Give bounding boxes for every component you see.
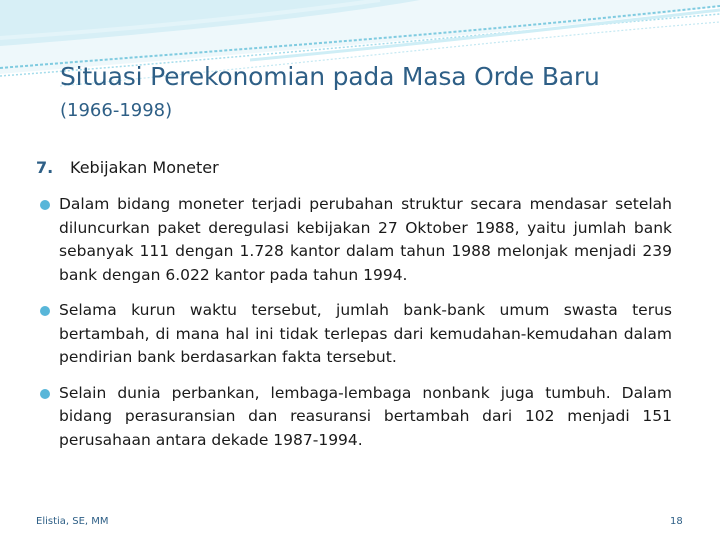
bullet-text: Dalam bidang moneter terjadi perubahan struktur secara mendasar setelah diluncurkan paket deregulasi kebijakan 27 Oktober 1988, yaitu jumlah bank sebanyak 111 dengan 1.728 kantor dalam tahun 1988 melonjak menjadi 239 bank dengan 6.022 kantor pada tahun 1994. [59, 195, 672, 284]
bullet-list [40, 193, 672, 464]
slide-subtitle: (1966-1998) [60, 100, 173, 121]
bullet-item [40, 382, 672, 453]
section-heading [36, 158, 219, 177]
bullet-dot-icon [40, 306, 50, 316]
bullet-item [40, 299, 672, 370]
bullet-dot-icon [40, 389, 50, 399]
bullet-text: Selama kurun waktu tersebut, jumlah bank-bank umum swasta terus bertambah, di mana hal ini tidak terlepas dari kemudahan-kemudahan dalam pendirian bank berdasarkan fakta tersebut. [59, 301, 672, 366]
bullet-dot-icon [40, 200, 50, 210]
slide-title: Situasi Perekonomian pada Masa Orde Baru [60, 62, 600, 91]
footer-author: Elistia, SE, MM [36, 516, 109, 527]
bullet-item [40, 193, 672, 287]
bullet-text: Selain dunia perbankan, lembaga-lembaga nonbank juga tumbuh. Dalam bidang perasuransian dan reasuransi bertambah dari 102 menjadi 151 perusahaan antara dekade 1987-1994. [59, 383, 672, 449]
section-title: Kebijakan Moneter [70, 158, 219, 177]
section-number: 7. [36, 158, 54, 177]
page-number: 18 [670, 516, 683, 527]
